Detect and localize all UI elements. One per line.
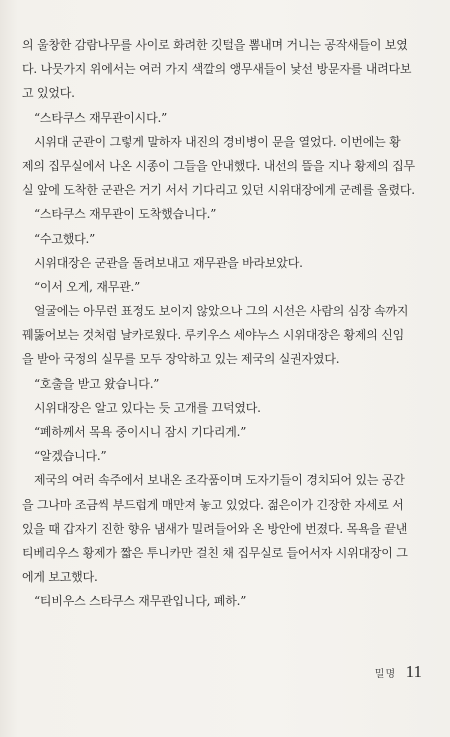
text-line: “티비우스 스타쿠스 재무관입니다, 폐하.” [34,594,247,609]
text-line: 꿰뚫어보는 것처럼 날카로웠다. 루키우스 세야누스 시위대장은 황제의 신임 [22,328,405,343]
text-line: 시위대장은 군관을 돌려보내고 재무관을 바라보았다. [34,255,303,270]
text-line: 제국의 여러 속주에서 보내온 조각품이며 도자기들이 경치되어 있는 공간 [34,473,405,488]
running-title: 밀명 [374,669,397,680]
text-line: 고 있었다. [22,86,75,101]
text-line: 의 울창한 감람나무를 사이로 화려한 깃털을 뽐내며 거니는 공작새들이 보였 [22,38,408,52]
text-line: 을 그나마 조금씩 부드럽게 매만져 놓고 있었다. 젊은이가 긴장한 자세로 서 [22,497,404,512]
text-line: “호출을 받고 왔습니다.” [34,376,160,391]
text-line: 얼굴에는 아무런 표정도 보이지 않았으나 그의 시선은 사람의 심장 속까지 [34,304,409,319]
text-line: “이서 오게, 재무관.” [34,279,141,294]
text-line: 티베리우스 황제가 짧은 투니카만 걸친 채 집무실로 들어서자 시위대장이 그 [22,545,408,560]
text-line: 실 앞에 도착한 군관은 거기 서서 기다리고 있던 시위대장에게 군례를 올렸다. [22,183,415,198]
text-line: “폐하께서 목욕 중이시니 잠시 기다리게.” [34,425,247,439]
text-line: 있을 때 갑자기 진한 향유 냄새가 밀려들어와 온 방안에 번졌다. 목욕을 끝낸 [22,521,408,536]
text-line: 다. 나뭇가지 위에서는 여러 가지 색깔의 앵무새들이 낯선 방문자를 내려다보 [22,62,412,77]
text-line: 제의 집무실에서 나온 시종이 그들을 안내했다. 내선의 뜰을 지나 황제의 집무 [22,158,415,173]
text-line: “수고했다.” [34,231,96,246]
page-footer [375,662,422,682]
text-line: “스타쿠스 재무관이시다.” [34,110,168,125]
text-line: “스타쿠스 재무관이 도착했습니다.” [34,207,217,222]
page-number: 11 [405,662,422,681]
text-line: 을 받아 국정의 실무를 모두 장악하고 있는 제국의 실권자였다. [22,352,340,367]
text-line: 에게 보고했다. [22,570,98,585]
text-line: 시위대장은 알고 있다는 듯 고개를 끄덕였다. [34,400,261,415]
text-line: 시위대 군관이 그렇게 말하자 내진의 경비병이 문을 열었다. 이번에는 황 [34,134,401,149]
body-text [22,36,426,610]
text-line: “알겠습니다.” [34,449,107,464]
